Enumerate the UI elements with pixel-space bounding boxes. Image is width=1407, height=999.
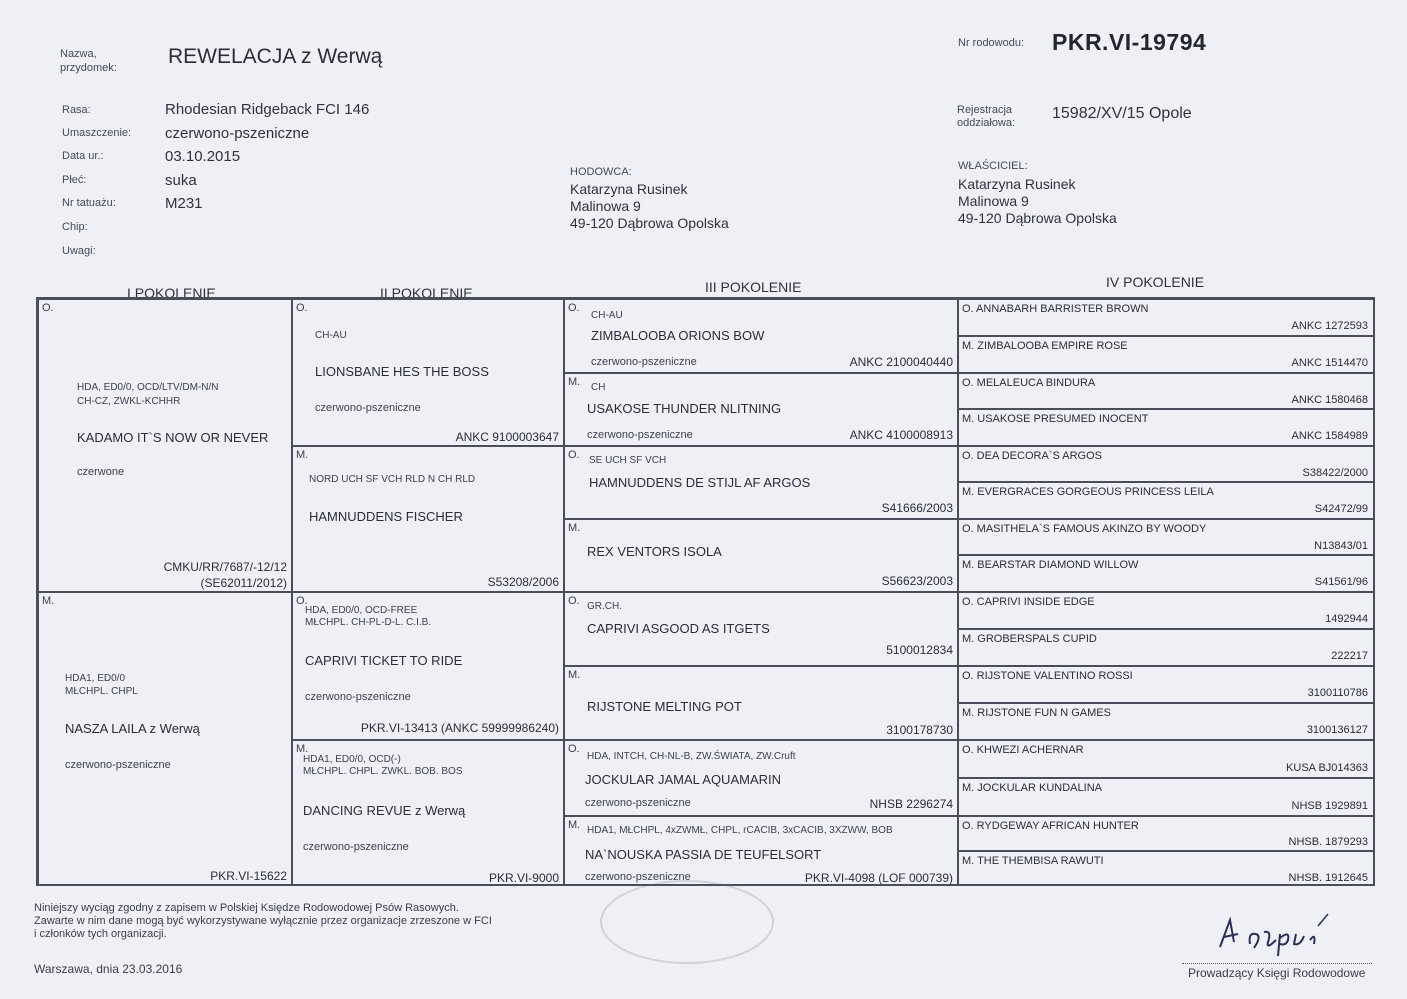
- dog-name: USAKOSE THUNDER NLITNING: [587, 401, 782, 416]
- dog-name: O. MASITHELA`S FAMOUS AKINZO BY WOODY: [962, 523, 1207, 535]
- reg-number: 3100178730: [886, 723, 953, 737]
- dog-color: czerwono-pszeniczne: [315, 402, 421, 414]
- sex-marker: M.: [568, 376, 581, 388]
- dog-name: HAMNUDDENS FISCHER: [309, 509, 463, 524]
- dob-value: 03.10.2015: [165, 148, 241, 165]
- name-label: Nazwa, przydomek:: [60, 48, 117, 74]
- reg-number: NHSB 1929891: [1291, 800, 1368, 812]
- color-value: czerwono-pszeniczne: [165, 125, 310, 142]
- reg-number: ANKC 1584989: [1291, 430, 1368, 442]
- titles: CH-AU: [591, 310, 623, 321]
- sex-marker: M.: [296, 449, 309, 461]
- sex-marker: O.: [568, 302, 580, 314]
- sex-marker: O.: [568, 743, 580, 755]
- dog-name: LIONSBANE HES THE BOSS: [315, 364, 489, 379]
- owner-line-1: Katarzyna Rusinek: [958, 176, 1076, 192]
- gen3-cell-4: [564, 519, 958, 592]
- footer-line-3: i członków tych organizacji.: [34, 928, 167, 940]
- dog-name: NASZA LAILA z Werwą: [65, 721, 200, 736]
- pedigree-table: [36, 297, 1375, 886]
- sex-marker: M.: [568, 819, 581, 831]
- sex-marker: M.: [296, 743, 309, 755]
- generation-2-heading: II POKOLENIE: [380, 285, 473, 301]
- dog-color: czerwono-pszeniczne: [585, 871, 691, 883]
- titles: HDA, INTCH, CH-NL-B, ZW.ŚWIATA, ZW.Cruft: [587, 751, 796, 762]
- sex-marker: M.: [568, 669, 581, 681]
- owner-label: WŁAŚCICIEL:: [958, 160, 1028, 172]
- dog-name: KADAMO IT`S NOW OR NEVER: [77, 430, 269, 445]
- tattoo-label: Nr tatuażu:: [62, 197, 116, 209]
- titles: NORD UCH SF VCH RLD N CH RLD: [309, 474, 476, 485]
- dog-name: M. RIJSTONE FUN N GAMES: [962, 707, 1111, 719]
- gen1-sire: [38, 299, 292, 592]
- gen4-cell-6: [958, 482, 1375, 519]
- reg-number: PKR.VI-13413 (ANKC 59999986240): [360, 721, 559, 735]
- breeder-line-2: Malinowa 9: [570, 198, 641, 214]
- reg-number: 5100012834: [886, 643, 953, 657]
- gen3-cell-5: [564, 592, 958, 666]
- reg-number: PKR.VI-15622: [210, 869, 287, 883]
- sex-marker: O.: [296, 302, 308, 314]
- titles: GR.CH.: [587, 601, 622, 612]
- sex-marker: M.: [42, 595, 55, 607]
- reg-number: ANKC 1272593: [1291, 320, 1368, 332]
- dog-name: CAPRIVI TICKET TO RIDE: [305, 653, 463, 668]
- titles: HDA1, ED0/0: [65, 673, 126, 684]
- reg-number: ANKC 1580468: [1291, 394, 1368, 406]
- dog-name: O. RIJSTONE VALENTINO ROSSI: [962, 670, 1133, 682]
- dog-name: M. USAKOSE PRESUMED INOCENT: [962, 413, 1149, 425]
- dog-name: O. RYDGEWAY AFRICAN HUNTER: [962, 820, 1139, 832]
- gen4-cell-16: [958, 851, 1375, 886]
- reg-number: ANKC 4100008913: [849, 428, 953, 442]
- branch-reg-label: Rejestracja oddziałowa:: [957, 104, 1016, 129]
- gen4-cell-14: [958, 778, 1375, 816]
- gen4-cell-9: [958, 592, 1375, 629]
- reg-number: ANKC 9100003647: [455, 430, 559, 444]
- generation-1-heading: I POKOLENIE: [127, 285, 216, 301]
- dog-name: O. MELALEUCA BINDURA: [962, 377, 1096, 389]
- gen4-cell-8: [958, 555, 1375, 592]
- reg-number: N13843/01: [1314, 540, 1368, 552]
- gen3-cell-2: [564, 373, 958, 446]
- titles: HDA, ED0/0, OCD/LTV/DM-N/N: [77, 382, 219, 393]
- gen3-cell-3: [564, 446, 958, 519]
- reg-number: CMKU/RR/7687/-12/12: [163, 560, 287, 574]
- dog-name: M. THE THEMBISA RAWUTI: [962, 855, 1104, 867]
- gen4-cell-4: [958, 409, 1375, 446]
- footer-line-2: Zawarte w nim dane mogą być wykorzystywane wyłącznie przez organizacje zrzeszone w FCI: [34, 915, 492, 927]
- generation-4-heading: IV POKOLENIE: [1106, 274, 1205, 290]
- reg-number: S41561/96: [1314, 576, 1368, 588]
- breeder-line-1: Katarzyna Rusinek: [570, 181, 688, 197]
- reg-number: 1492944: [1325, 613, 1368, 625]
- reg-number: PKR.VI-4098 (LOF 000739): [804, 871, 953, 885]
- gen4-cell-7: [958, 519, 1375, 555]
- gen4-cell-5: [958, 446, 1375, 482]
- reg-number: ANKC 1514470: [1291, 357, 1368, 369]
- signature-caption: Prowadzący Księgi Rodowodowe: [1188, 966, 1366, 980]
- reg-number: NHSB 2296274: [869, 797, 953, 811]
- reg-number: KUSA BJ014363: [1286, 762, 1368, 774]
- reg-number: S41666/2003: [881, 501, 953, 515]
- sex-marker: O.: [42, 302, 54, 314]
- reg-number: S56623/2003: [881, 574, 953, 588]
- titles: CH: [591, 382, 606, 393]
- reg-number-2: (SE62011/2012): [200, 576, 287, 590]
- reg-number: S38422/2000: [1302, 467, 1368, 479]
- dog-name: RIJSTONE MELTING POT: [587, 699, 742, 714]
- sex-marker: O.: [296, 595, 308, 607]
- gen3-cell-8: [564, 816, 958, 886]
- gen4-cell-11: [958, 666, 1375, 703]
- reg-label: Nr rodowodu:: [958, 37, 1025, 49]
- color-label: Umaszczenie:: [62, 127, 132, 139]
- tattoo-value: M231: [165, 195, 203, 212]
- dog-name: M. JOCKULAR KUNDALINA: [962, 782, 1102, 794]
- breeder-line-3: 49-120 Dąbrowa Opolska: [570, 215, 729, 231]
- signature-line: [1182, 963, 1372, 964]
- breed-value: Rhodesian Ridgeback FCI 146: [165, 101, 370, 118]
- reg-number: NHSB. 1912645: [1288, 872, 1368, 884]
- dog-name: O. CAPRIVI INSIDE EDGE: [962, 596, 1095, 608]
- gen4-cell-10: [958, 629, 1375, 666]
- dog-color: czerwono-pszeniczne: [303, 841, 409, 853]
- dog-name: NA`NOUSKA PASSIA DE TEUFELSORT: [585, 847, 822, 862]
- titles: HDA1, ED0/0, OCD(-): [303, 754, 401, 765]
- titles: CH-AU: [315, 330, 347, 341]
- dog-name: M. ZIMBALOOBA EMPIRE ROSE: [962, 340, 1128, 352]
- dog-name: O. KHWEZI ACHERNAR: [962, 744, 1084, 756]
- titles-2: MŁCHPL. CHPL: [65, 686, 138, 697]
- reg-number: 3100136127: [1306, 724, 1368, 736]
- dog-name: ZIMBALOOBA ORIONS BOW: [591, 328, 765, 343]
- dog-name: HAMNUDDENS DE STIJL AF ARGOS: [589, 475, 811, 490]
- dog-color: czerwono-pszeniczne: [585, 797, 691, 809]
- reg-number: NHSB. 1879293: [1288, 836, 1368, 848]
- titles: HDA1, MŁCHPL, 4xZWMŁ, CHPL, rCACIB, 3xCACIB, 3XZWW, BOB: [587, 825, 893, 836]
- titles: SE UCH SF VCH: [589, 455, 667, 466]
- dog-name: DANCING REVUE z Werwą: [303, 803, 466, 818]
- titles-2: MŁCHPL. CHPL. ZWKL. BOB. BOS: [303, 766, 463, 777]
- breeder-label: HODOWCA:: [570, 166, 632, 178]
- notes-label: Uwagi:: [62, 245, 96, 257]
- titles-2: CH-CZ, ZWKL-KCHHR: [77, 396, 181, 407]
- dog-color: czerwono-pszeniczne: [305, 691, 411, 703]
- dog-name: O. DEA DECORA`S ARGOS: [962, 450, 1102, 462]
- reg-number: 3100110786: [1307, 687, 1368, 699]
- reg-number: 222217: [1331, 650, 1368, 662]
- gen4-cell-13: [958, 740, 1375, 778]
- gen4-cell-1: [958, 299, 1375, 336]
- gen1-dam: [38, 592, 292, 886]
- dob-label: Data ur.:: [62, 150, 104, 162]
- chip-label: Chip:: [62, 221, 88, 233]
- registration-number: PKR.VI-19794: [1052, 29, 1207, 55]
- reg-number: ANKC 2100040440: [849, 355, 953, 369]
- dog-name: REX VENTORS ISOLA: [587, 544, 722, 559]
- dog-name: M. EVERGRACES GORGEOUS PRINCESS LEILA: [962, 486, 1214, 498]
- owner-line-3: 49-120 Dąbrowa Opolska: [958, 210, 1117, 226]
- dog-color: czerwone: [77, 466, 125, 478]
- dog-name: M. BEARSTAR DIAMOND WILLOW: [962, 559, 1139, 571]
- dog-name: O. ANNABARH BARRISTER BROWN: [962, 303, 1149, 315]
- gen2-cell-3: [292, 592, 564, 740]
- gen4-cell-12: [958, 703, 1375, 740]
- dog-name: JOCKULAR JAMAL AQUAMARIN: [585, 772, 782, 787]
- gen2-cell-2: [292, 446, 564, 592]
- gen3-cell-1: [564, 299, 958, 373]
- gen2-cell-1: [292, 299, 564, 446]
- dog-name: CAPRIVI ASGOOD AS ITGETS: [587, 621, 770, 636]
- dog-color: czerwono-pszeniczne: [65, 759, 171, 771]
- sex-marker: O.: [568, 449, 580, 461]
- branch-reg-value: 15982/XV/15 Opole: [1052, 105, 1192, 122]
- generation-3-heading: III POKOLENIE: [705, 279, 802, 295]
- sex-marker: M.: [568, 522, 581, 534]
- reg-number: S53208/2006: [487, 575, 559, 589]
- titles: HDA, ED0/0, OCD-FREE: [305, 605, 418, 616]
- owner-line-2: Malinowa 9: [958, 193, 1029, 209]
- sex-value: suka: [165, 172, 197, 189]
- gen4-cell-15: [958, 816, 1375, 851]
- sex-label: Płeć:: [62, 174, 87, 186]
- dog-color: czerwono-pszeniczne: [587, 429, 693, 441]
- breed-label: Rasa:: [62, 104, 91, 116]
- gen3-cell-7: [564, 740, 958, 816]
- gen2-cell-4: [292, 740, 564, 886]
- footer-line-1: Niniejszy wyciąg zgodny z zapisem w Polskiej Księdze Rodowodowej Psów Rasowych.: [34, 902, 459, 914]
- titles-2: MŁCHPL. CH-PL-D-L. C.I.B.: [305, 617, 432, 628]
- gen4-cell-2: [958, 336, 1375, 373]
- gen4-cell-3: [958, 373, 1375, 409]
- sex-marker: O.: [568, 595, 580, 607]
- reg-number: PKR.VI-9000: [488, 871, 559, 885]
- signature-icon: [1210, 912, 1340, 962]
- reg-number: S42472/99: [1314, 503, 1368, 515]
- dog-color: czerwono-pszeniczne: [591, 356, 697, 368]
- dog-name: M. GROBERSPALS CUPID: [962, 633, 1097, 645]
- seal-stamp: [600, 880, 774, 964]
- gen3-cell-6: [564, 666, 958, 740]
- dog-name: REWELACJA z Werwą: [168, 45, 383, 68]
- place-date: Warszawa, dnia 23.03.2016: [34, 962, 183, 976]
